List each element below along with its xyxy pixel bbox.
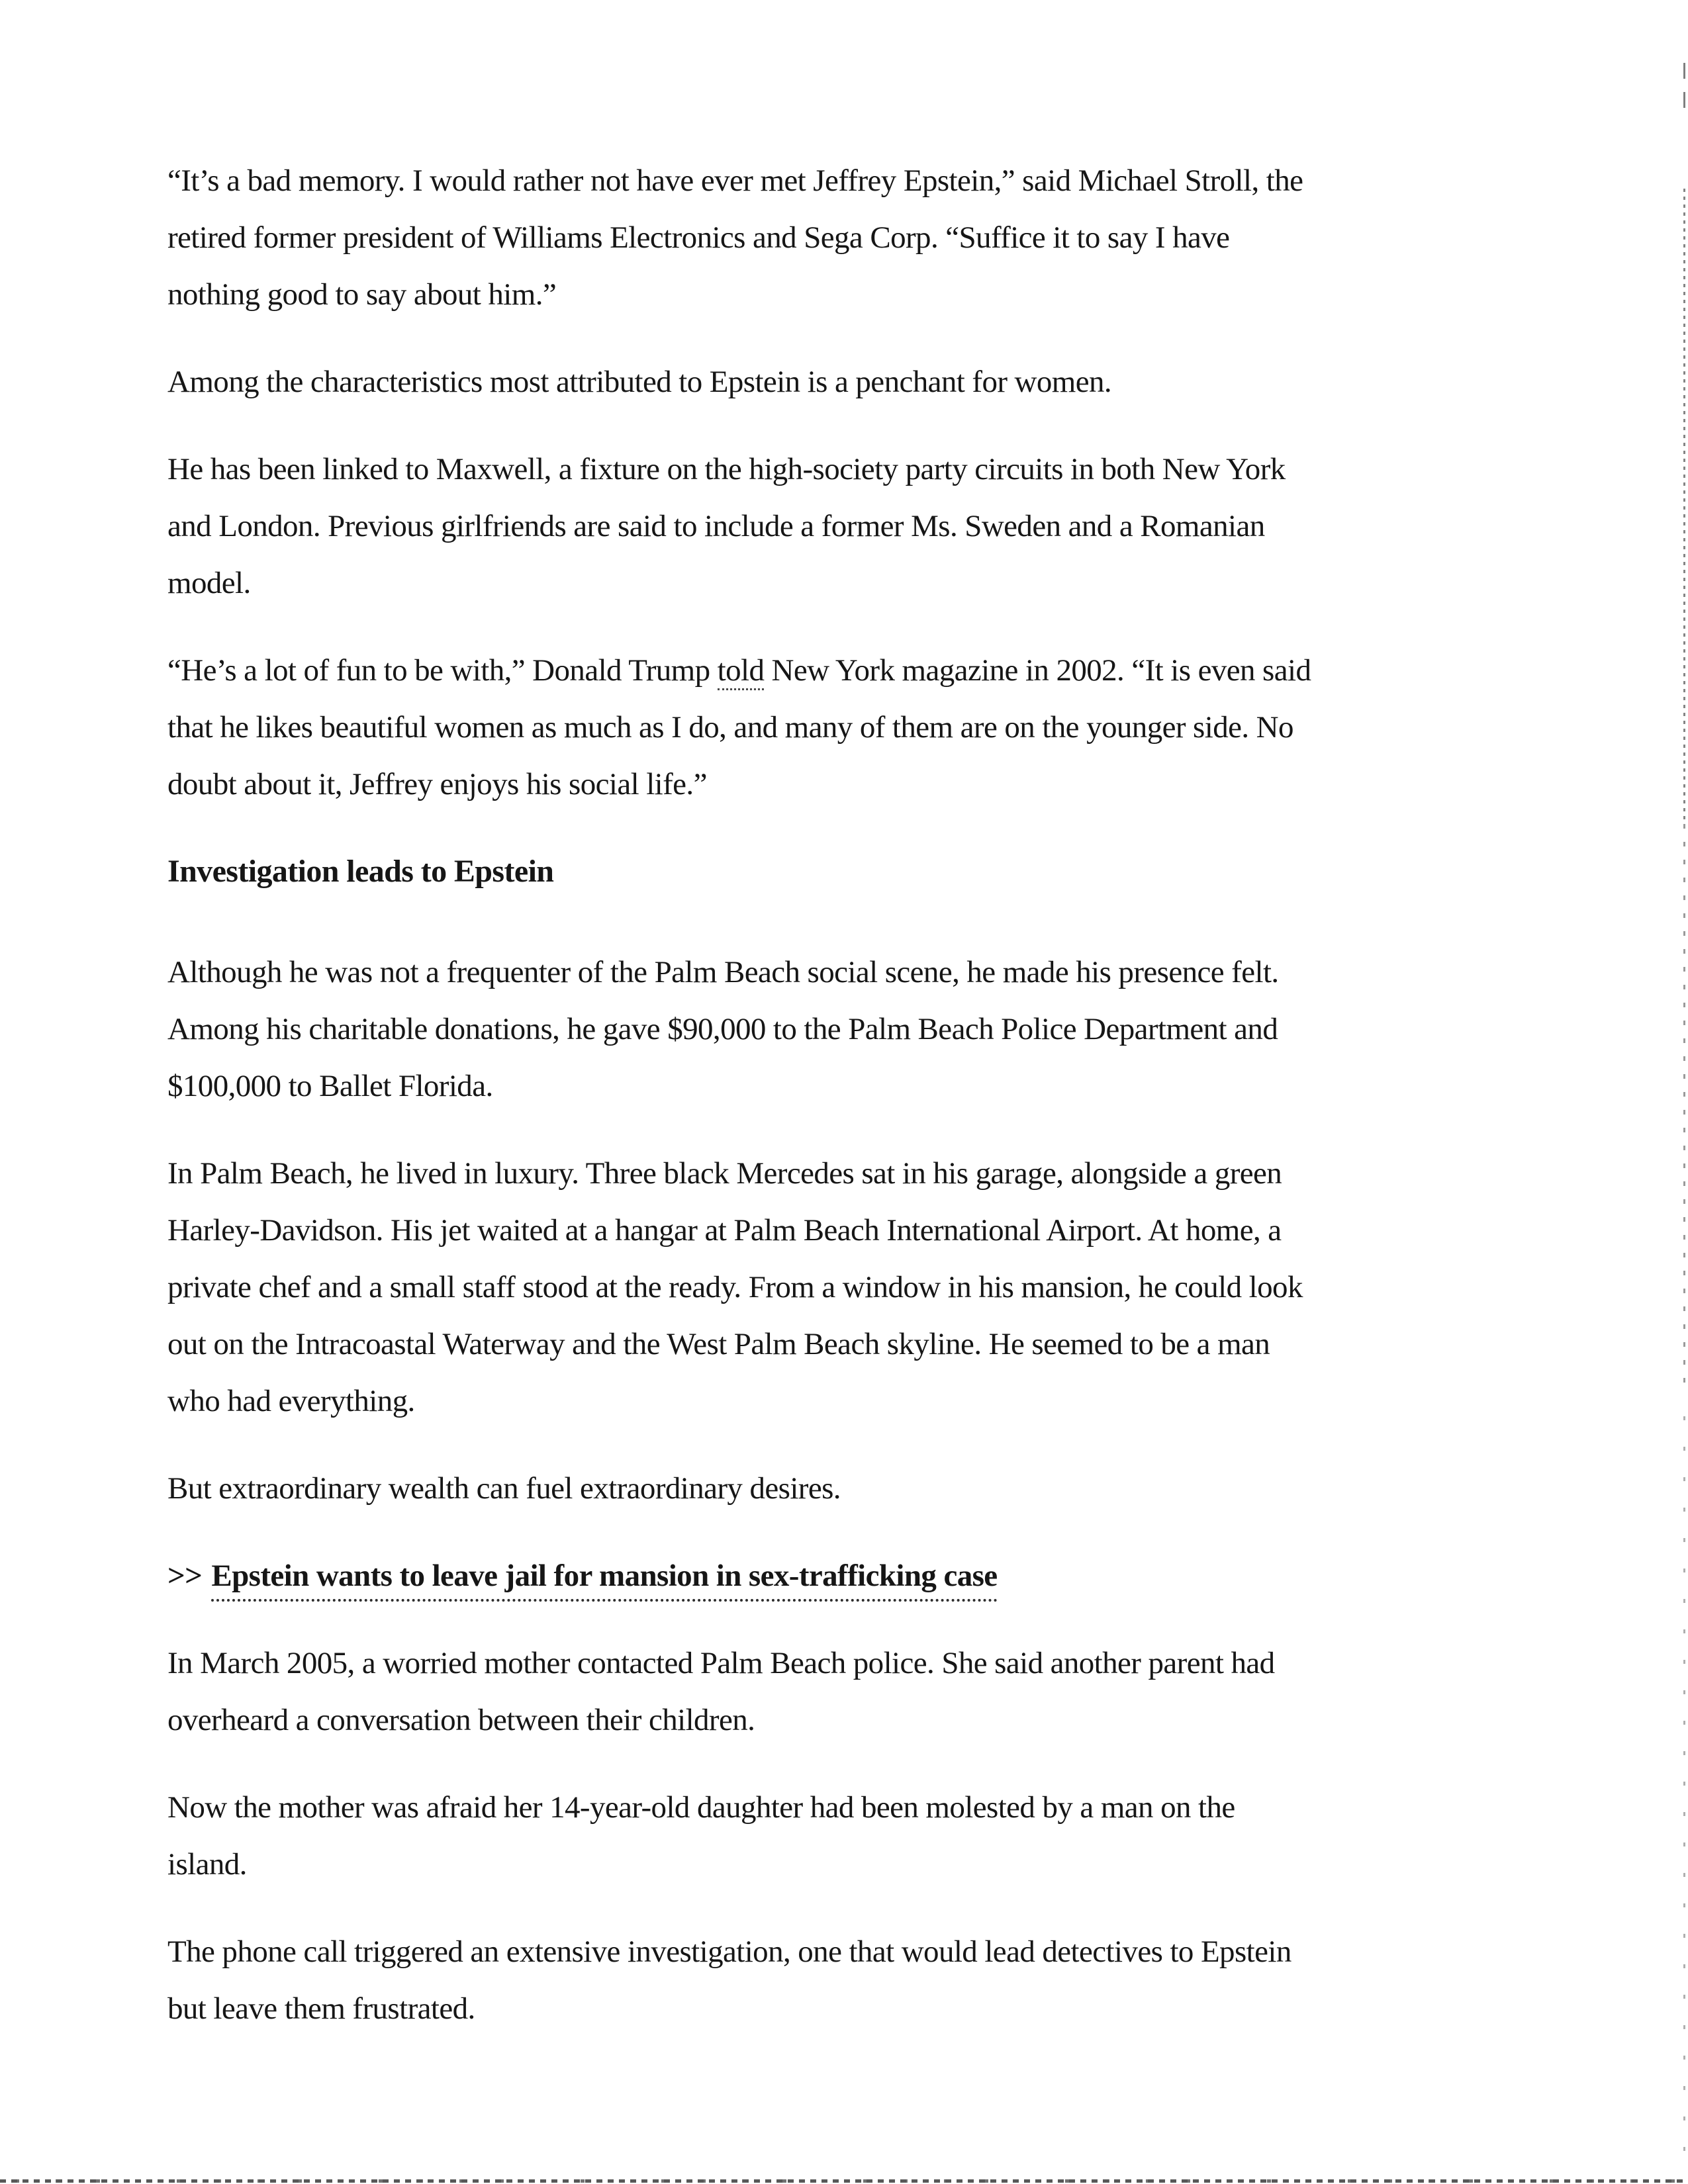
text-line: He has been linked to Maxwell, a fixture on the high-society party circuits in both New York xyxy=(167,452,1286,486)
told-link[interactable]: told xyxy=(718,653,765,690)
text-line xyxy=(167,1547,1541,1604)
text-line: nothing good to say about him.” xyxy=(167,277,557,312)
paragraph-wealth xyxy=(167,1460,1541,1517)
paragraph-mother-afraid xyxy=(167,1779,1541,1893)
scan-artifact-bottom-dashed-line xyxy=(0,2179,1688,2183)
text-line: that he likes beautiful women as much as I do, and many of them are on the younger side. No xyxy=(167,710,1293,745)
text-line: In Palm Beach, he lived in luxury. Three black Mercedes sat in his garage, alongside a green xyxy=(167,1156,1282,1191)
epstein-jail-article-link[interactable]: Epstein wants to leave jail for mansion in sex-trafficking case xyxy=(211,1559,997,1602)
text-line: overheard a conversation between their children. xyxy=(167,1703,755,1737)
section-heading-investigation: Investigation leads to Epstein xyxy=(167,854,554,889)
text-line: model. xyxy=(167,566,251,600)
link-arrows-prefix: >> xyxy=(167,1559,203,1593)
text-line: island. xyxy=(167,1847,247,1882)
text-line: Among his charitable donations, he gave $90,000 to the Palm Beach Police Department and xyxy=(167,1012,1278,1046)
text-line: Now the mother was afraid her 14-year-old daughter had been molested by a man on the xyxy=(167,1790,1235,1825)
text-line: out on the Intracoastal Waterway and the West Palm Beach skyline. He seemed to be a man xyxy=(167,1327,1270,1361)
paragraph-trump-quote xyxy=(167,642,1541,813)
paragraph-march-2005 xyxy=(167,1635,1541,1749)
text-line: In March 2005, a worried mother contacted Palm Beach police. She said another parent had xyxy=(167,1646,1275,1680)
text-segment: “He’s a lot of fun to be with,” Donald Trump xyxy=(167,653,718,688)
text-line: who had everything. xyxy=(167,1384,415,1418)
scan-artifact-right-edge-ticks xyxy=(1683,824,1685,1393)
text-line: Although he was not a frequenter of the Palm Beach social scene, he made his presence felt. xyxy=(167,955,1279,989)
text-line: doubt about it, Jeffrey enjoys his social life.” xyxy=(167,767,707,801)
paragraph-penchant xyxy=(167,353,1541,410)
text-line xyxy=(167,642,1541,699)
related-link-paragraph xyxy=(167,1547,1541,1604)
paragraph-donations xyxy=(167,944,1541,1115)
article-body xyxy=(167,152,1541,2068)
scan-artifact-right-edge-ticks xyxy=(1683,63,1685,119)
scan-artifact-right-edge-ticks xyxy=(1683,1416,1685,2177)
text-line: $100,000 to Ballet Florida. xyxy=(167,1069,493,1103)
paragraph-stroll-quote xyxy=(167,152,1541,323)
text-line: Harley-Davidson. His jet waited at a hangar at Palm Beach International Airport. At home, a xyxy=(167,1213,1282,1248)
text-line: The phone call triggered an extensive investigation, one that would lead detectives to Epstein xyxy=(167,1934,1291,1969)
paragraph-luxury xyxy=(167,1145,1541,1430)
text-line: But extraordinary wealth can fuel extraordinary desires. xyxy=(167,1471,841,1506)
paragraph-phone-call xyxy=(167,1923,1541,2037)
text-segment: New York magazine in 2002. “It is even said xyxy=(764,653,1311,688)
scan-artifact-right-edge-ticks xyxy=(1683,189,1685,824)
text-line: Among the characteristics most attributed to Epstein is a penchant for women. xyxy=(167,365,1112,399)
text-line: “It’s a bad memory. I would rather not have ever met Jeffrey Epstein,” said Michael Stroll, the xyxy=(167,163,1303,198)
text-line: retired former president of Williams Electronics and Sega Corp. “Suffice it to say I have xyxy=(167,220,1230,255)
text-line: and London. Previous girlfriends are said to include a former Ms. Sweden and a Romanian xyxy=(167,509,1265,543)
text-line: private chef and a small staff stood at the ready. From a window in his mansion, he could look xyxy=(167,1270,1303,1304)
paragraph-maxwell xyxy=(167,441,1541,612)
text-line: but leave them frustrated. xyxy=(167,1991,475,2026)
